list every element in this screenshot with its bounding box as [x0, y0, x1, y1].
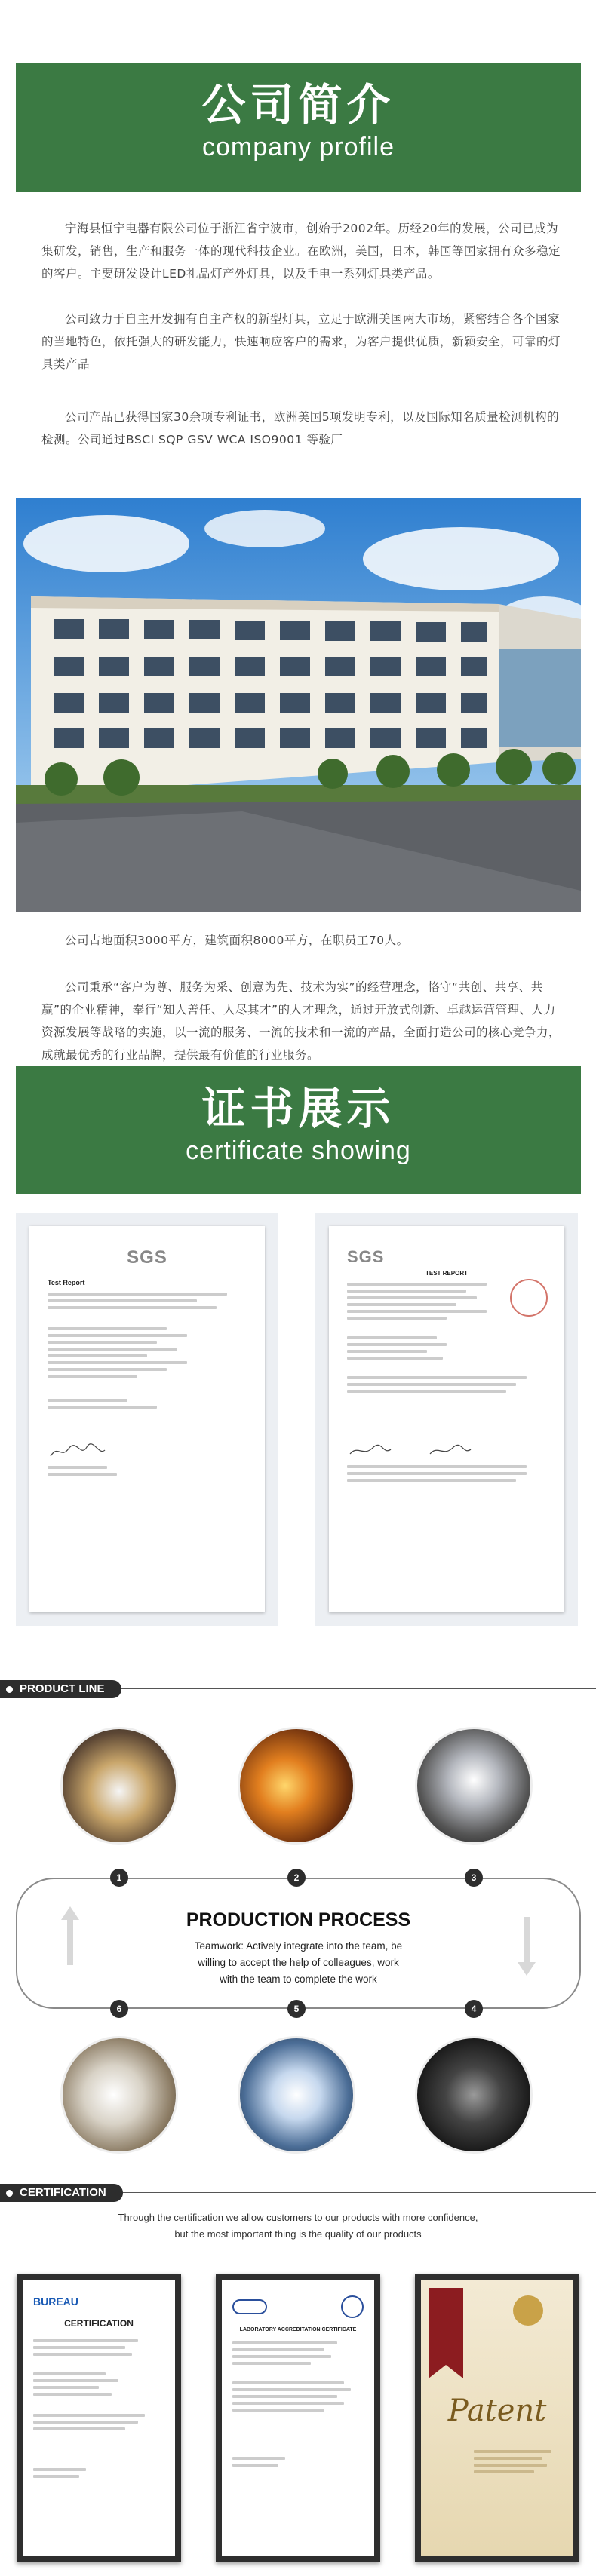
profile-paragraph-4: 公司占地面积3000平方，建筑面积8000平方，在职员工70人。	[65, 934, 409, 947]
certificate-frame-2[interactable]	[315, 1213, 578, 1626]
production-photo-1	[60, 1727, 178, 1845]
report-title: TEST REPORT	[425, 1270, 468, 1277]
step-number-5: 5	[287, 2000, 306, 2018]
certificate-banner	[16, 1066, 581, 1194]
intro-line-1: Through the certification we allow customers to our products with more confidence,	[118, 2212, 478, 2223]
production-process-box	[16, 1878, 581, 2009]
header-rule	[113, 2192, 596, 2193]
certification-pill	[0, 2184, 123, 2202]
certification-intro	[45, 2210, 551, 2243]
production-photo-4	[415, 2036, 533, 2154]
banner-title-cn: 公司简介	[201, 79, 395, 130]
profile-paragraph-3: 公司产品已获得国家30余项专利证书，欧洲美国5项发明专利，以及国际知名质量检测机构的检测。公司通过BSCI SQP GSV WCA ISO9001 等验厂	[41, 410, 560, 446]
cert1-title: CERTIFICATION	[64, 2318, 134, 2329]
profile-paragraph-2: 公司致力于自主开发拥有自主产权的新型灯具，立足于欧洲美国两大市场，紧密结合各个国家的当地特色，依托强大的研发能力，快速响应客户的需求，为客户提供优质，新颖安全，可靠的灯具类产品	[41, 312, 561, 371]
step-number-6: 6	[110, 2000, 128, 2018]
product-line-pill	[0, 1680, 121, 1698]
step-number-1: 1	[110, 1869, 128, 1887]
bureau-logo: BUREAU	[33, 2295, 78, 2308]
production-photo-2	[238, 1727, 355, 1845]
product-line-label: PRODUCT LINE	[20, 1682, 105, 1695]
product-line-header	[0, 1678, 596, 1700]
sgs-test-report-page-1	[29, 1226, 265, 1612]
profile-paragraph-1: 宁海县恒宁电器有限公司位于浙江省宁波市，创始于2002年。历经20年的发展，公司已成为集研发，销售，生产和服务一体的现代科技企业。在欧洲，美国，日本，韩国等国家拥有众多稳定的客户。主要研发设计LED礼品灯产外灯具，以及手电一系列灯具类产品。	[41, 222, 561, 281]
certificate-title-cn: 证书展示	[201, 1083, 395, 1134]
production-photo-3	[415, 1727, 533, 1845]
dot-icon	[6, 2190, 13, 2197]
factory-building-photo	[16, 498, 581, 912]
step-number-3: 3	[465, 1869, 483, 1887]
header-rule	[113, 1688, 596, 1689]
ribbon-icon	[429, 2288, 463, 2378]
certificate-title-en: certificate showing	[186, 1136, 411, 1165]
profile-paragraph-5: 公司秉承“客户为尊、服务为采、创意为先、技术为实”的经营理念，恪守“共创、共享、共赢”的企业精神，奉行“知人善任、人尽其才”的人才理念，通过开放式创新、卓越运营管理、人力资源发展等战略的实施，以一流的服务、一流的技术和一流的产品，全面打造公司的核心竞争力，成就最优秀的行业品牌，提供最有价值的行业服务。	[41, 980, 561, 1062]
down-arrow-icon	[518, 1962, 536, 1976]
certificate-frame-1[interactable]	[16, 1213, 278, 1626]
sgs-test-report-page-2	[329, 1226, 564, 1612]
report-title: Test Report	[48, 1279, 85, 1286]
sgs-logo: SGS	[347, 1247, 385, 1266]
certification-frame-1[interactable]	[17, 2274, 181, 2562]
signatures-icon	[347, 1442, 498, 1460]
company-profile-banner	[16, 63, 581, 192]
dot-icon	[6, 1686, 13, 1693]
certification-frame-2[interactable]	[216, 2274, 380, 2562]
certification-frame-3[interactable]	[415, 2274, 579, 2562]
production-photo-6	[60, 2036, 178, 2154]
production-photo-5	[238, 2036, 355, 2154]
process-title: PRODUCTION PROCESS	[186, 1909, 411, 1930]
certification-label: CERTIFICATION	[20, 2186, 106, 2199]
step-number-2: 2	[287, 1869, 306, 1887]
gold-seal-icon	[513, 2295, 543, 2326]
cert2-title: LABORATORY ACCREDITATION CERTIFICATE	[239, 2327, 357, 2332]
process-text: Teamwork: Actively integrate into the team, be willing to accept the help of colleagues, work with the team to complete the work	[194, 1940, 403, 1985]
signature-icon	[48, 1443, 108, 1461]
lab-logo-icon	[232, 2299, 267, 2314]
intro-line-2: but the most important thing is the quality of our products	[174, 2228, 422, 2240]
sgs-logo: SGS	[127, 1247, 167, 1268]
seal-icon	[341, 2295, 364, 2318]
certification-header	[0, 2182, 596, 2204]
step-number-4: 4	[465, 2000, 483, 2018]
stamp-icon	[510, 1279, 548, 1317]
cert3-title: Patent	[447, 2394, 547, 2428]
banner-title-en: company profile	[201, 133, 395, 161]
